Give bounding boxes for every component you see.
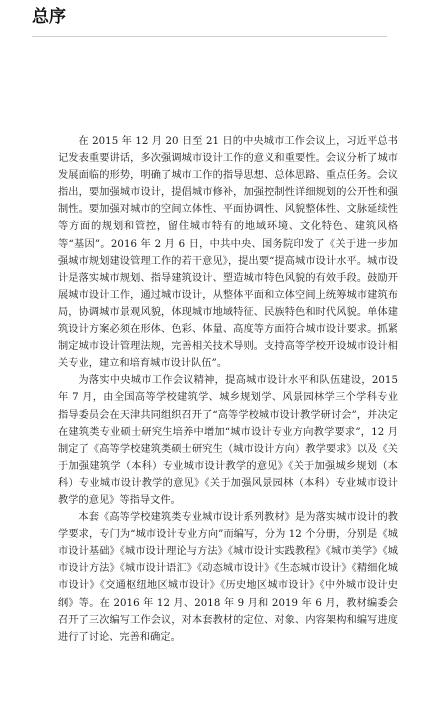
body-text — [58, 133, 398, 646]
title-divider — [32, 36, 387, 37]
paragraph-2: 为落实中央城市工作会议精神，提高城市设计水平和队伍建设，2015 年 7 月，由全国高等学校建筑学、城乡规划学、风景园林学三个学科专业指导委员会在天津共同组织召开了“高等学校城市设计教学研讨会”，并决定在建筑类专业硕士研究生培养中增加“城市设计专业方向教学要求”，12 月制定了《高等学校建筑类硕士研究生（城市设计方向）教学要求》以及《关于加强建筑学（本科）专业城市设计教学的意见》《关于加强城乡规划（本科）专业城市设计教学的意见》《关于加强风景园林（本科）专业城市设计教学的意见》等指导文件。 — [58, 375, 398, 506]
paragraph-3: 本套《高等学校建筑类专业城市设计系列教材》是为落实城市设计的教学要求，专门为“城市设计专业方向”而编写，分为 12 个分册，分别是《城市设计基础》《城市设计理论与方法》《城市设计实践教程》《城市美学》《城市设计方法》《城市设计语汇》《动态城市设计》《生态城市设计》《精细化城市设计》《交通枢纽地区城市设计》《历史地区城市设计》《中外城市设计史纲》等。在 2016 年 12 月、2018 年 9 月和 2019 年 6 月，教材编委会召开了三次编写工作会议，对本套教材的定位、对象、内容架构和编写进度进行了讨论、完善和确定。 — [58, 512, 398, 643]
page-title: 总序 — [32, 7, 66, 27]
paragraph-1: 在 2015 年 12 月 20 日至 21 日的中央城市工作会议上，习近平总书记发表重要讲话，多次强调城市设计工作的意义和重要性。会议分析了城市发展面临的形势，明确了城市工作的指导思想、总体思路、重点任务。会议指出，要加强城市设计，提倡城市修补，加强控制性详细规划的公开性和强制性。要加强对城市的空间立体性、平面协调性、风貌整体性、文脉延续性等方面的规划和管控，留住城市特有的地域环境、文化特色、建筑风格等“基因”。2016 年 2 月 6 日，中共中央、国务院印发了《关于进一步加强城市规划建设管理工作的若干意见》，提出要“提高城市设计水平。城市设计是落实城市规划、指导建筑设计、塑造城市特色风貌的有效手段。鼓励开展城市设计工作，通过城市设计，从整体平面和立体空间上统筹城市建筑布局，协调城市景观风貌，体现城市地域特征、民族特色和时代风貌。单体建筑设计方案必须在形体、色彩、体量、高度等方面符合城市设计要求。抓紧制定城市设计管理法规，完善相关技术导则。支持高等学校开设城市设计相关专业，建立和培育城市设计队伍”。 — [58, 136, 398, 370]
